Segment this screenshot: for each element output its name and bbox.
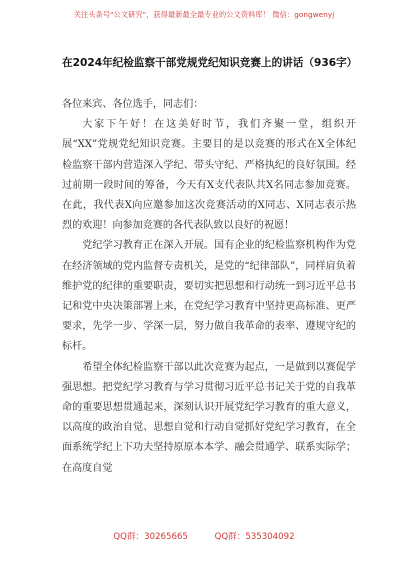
paragraph: 党纪学习教育正在深入开展。国有企业的纪检监察机构作为党在经济领域的党内监督专责机关，是党的“纪律部队”，同样肩负着维护党的纪律的重要职责，要切实把思想和行动统一到习近平总书记和党中央决策部署上来，在党纪学习教育中坚持更高标准、更严要求，先学一步、学深一层，努力做自我革命的表率、遵规守纪的标杆。: [62, 240, 356, 353]
paragraph: 希望全体纪检监察干部以此次竞赛为起点，一是做到以赛促学强思想。把党纪学习教育与学习贯彻习近平总书记关于党的自我革命的重要思想贯通起来，深刻认识开展党纪学习教育的重大意义，以高度的政治自觉、思想自觉和行动自觉抓好党纪学习教育，在全面系统学纪上下功夫坚持原原本本学、融会贯通学、联系实际学；在高度自觉: [62, 361, 356, 474]
document-title: 在2024年纪检监察干部党规党纪知识竞赛上的讲话（936字）: [62, 57, 358, 69]
greeting: 各位来宾、各位选手，同志们：: [62, 99, 204, 110]
document-body: [62, 95, 356, 479]
footer-qq-group-2: QQ群：535304092: [214, 532, 295, 542]
footer: [0, 530, 408, 542]
footer-qq-group-1: QQ群：30265665: [113, 532, 188, 542]
header-banner: 关注头条号"公文研究"，获得最新最全最专业的公文资料库！ 微信：gongwenyj: [73, 10, 335, 19]
paragraph: 大家下午好！在这美好时节，我们齐聚一堂，组织开展“XX”党规党纪知识竞赛。主要目的是以竞赛的形式在X全体纪检监察干部内营造深入学纪、带头守纪、严格执纪的良好氛围。经过前期一段时间的筹备，今天有X支代表队共X名同志参加竞赛。在此，我代表X向应邀参加这次竞赛活动的X同志、X同志表示热烈的欢迎！向参加竞赛的各代表队致以良好的祝愿！: [62, 119, 356, 232]
